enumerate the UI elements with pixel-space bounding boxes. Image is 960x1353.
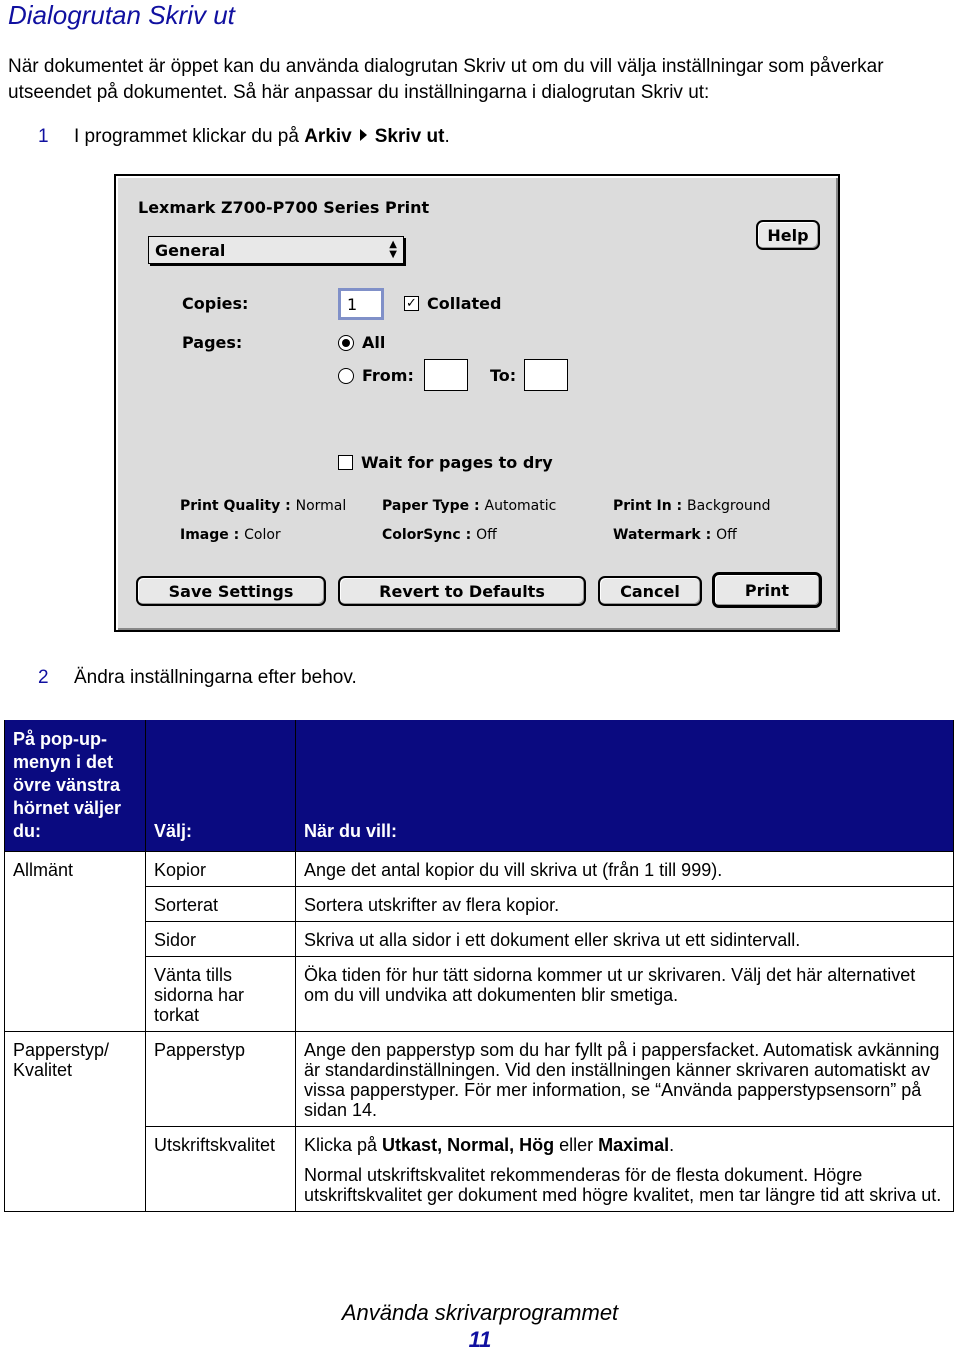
print-quality-summary: Print Quality : Normal <box>180 498 347 514</box>
pages-from-radio[interactable] <box>338 368 354 384</box>
print-in-label: Print In <box>613 498 672 514</box>
watermark-value: Off <box>716 527 737 543</box>
menu-arkiv: Arkiv <box>304 126 352 147</box>
from-input[interactable] <box>424 359 468 391</box>
step-number: 2 <box>38 667 49 688</box>
image-summary: Image : Color <box>180 527 281 543</box>
colorsync-summary: ColorSync : Off <box>382 527 497 543</box>
popup-value: General <box>155 240 226 260</box>
cell-desc: Skriva ut alla sidor i ett dokument eller skriva ut ett sidintervall. <box>296 922 954 957</box>
collated-label: Collated <box>427 294 502 313</box>
print-in-value: Background <box>687 498 771 514</box>
save-settings-button[interactable]: Save Settings <box>136 576 326 606</box>
desc-bold: Utkast, Normal, Hög <box>382 1135 555 1155</box>
cell-choice: Utskriftskvalitet <box>146 1127 296 1212</box>
cell-desc: Ange den papperstyp som du har fyllt på i pappersfacket. Automatisk avkänning är standardinställningen. Vid den inställningen känner skrivaren automatiskt av vissa papperstyper. För mer information, se “Använda papperstypsensorn” på sidan 14. <box>296 1032 954 1127</box>
colorsync-label: ColorSync <box>382 527 461 543</box>
step-2 <box>38 665 357 691</box>
table-row <box>5 957 954 1032</box>
help-button[interactable]: Help <box>756 220 820 250</box>
paper-type-summary: Paper Type : Automatic <box>382 498 557 514</box>
desc-paragraph-2: Normal utskriftskvalitet rekommenderas för de flesta dokument. Högre utskriftskvalitet ger dokument med högre kvalitet, men tar längre tid att skriva ut. <box>304 1165 942 1205</box>
footer-section: Använda skrivarprogrammet <box>341 1300 619 1325</box>
cell-menu <box>5 957 146 1032</box>
cell-menu <box>5 1127 146 1212</box>
to-label: To: <box>490 366 517 385</box>
desc-text: Klicka på <box>304 1135 383 1155</box>
print-quality-value: Normal <box>295 498 347 514</box>
paper-type-value: Automatic <box>484 498 557 514</box>
copies-label: Copies: <box>182 294 249 313</box>
cell-choice: Papperstyp <box>146 1032 296 1127</box>
to-input[interactable] <box>524 359 568 391</box>
print-quality-label: Print Quality <box>180 498 281 514</box>
from-label: From: <box>362 366 414 385</box>
cell-desc <box>296 1127 954 1212</box>
table-row <box>5 887 954 922</box>
desc-text: eller <box>554 1135 599 1155</box>
pages-all-radio[interactable] <box>338 335 354 351</box>
step-1 <box>38 124 450 150</box>
table-row <box>5 1032 954 1127</box>
collated-checkbox[interactable]: ✓ <box>404 296 419 311</box>
cell-menu <box>5 887 146 922</box>
revert-to-defaults-button[interactable]: Revert to Defaults <box>338 576 586 606</box>
step-end: . <box>444 126 450 147</box>
wait-checkbox[interactable] <box>338 455 353 470</box>
intro-paragraph: När dokumentet är öppet kan du använda dialogrutan Skriv ut om du vill välja inställningar som påverkar utseendet på dokumentet. Så här anpassar du inställningarna i dialogrutan Skriv ut: <box>8 56 884 103</box>
settings-table <box>4 720 954 1212</box>
page-title: Dialogrutan Skriv ut <box>8 0 235 30</box>
step-text: I programmet klickar du på <box>74 126 305 147</box>
page-number: 11 <box>468 1327 492 1352</box>
print-dialog <box>114 174 840 632</box>
cell-menu: Allmänt <box>5 852 146 887</box>
watermark-summary: Watermark : Off <box>613 527 737 543</box>
dialog-title: Lexmark Z700-P700 Series Print <box>138 198 430 217</box>
table-row <box>5 1127 954 1212</box>
image-label: Image <box>180 527 229 543</box>
cell-menu: Papperstyp/ Kvalitet <box>5 1032 146 1127</box>
menu-skriv-ut: Skriv ut <box>374 126 445 147</box>
print-in-summary: Print In : Background <box>613 498 771 514</box>
settings-popup-menu[interactable] <box>148 236 404 264</box>
cell-desc: Öka tiden för hur tätt sidorna kommer ut ur skrivaren. Välj det här alternativet om du vill undvika att dokumenten blir smetiga. <box>296 957 954 1032</box>
cell-choice: Sidor <box>146 922 296 957</box>
desc-bold: Maximal <box>598 1135 670 1155</box>
cell-desc: Ange det antal kopior du vill skriva ut (från 1 till 999). <box>296 852 954 887</box>
cell-desc: Sortera utskrifter av flera kopior. <box>296 887 954 922</box>
all-label: All <box>362 333 386 352</box>
pages-label: Pages: <box>182 333 243 352</box>
paper-type-label: Paper Type <box>382 498 470 514</box>
header-menu: På pop-up-menyn i det övre vänstra hörnet väljer du: <box>5 720 146 852</box>
table-row <box>5 922 954 957</box>
table-row <box>5 852 954 887</box>
cell-choice: Sorterat <box>146 887 296 922</box>
header-when: När du vill: <box>296 720 954 852</box>
colorsync-value: Off <box>476 527 497 543</box>
step-text: Ändra inställningarna efter behov. <box>74 667 357 688</box>
image-value: Color <box>244 527 281 543</box>
cell-menu <box>5 922 146 957</box>
step-number: 1 <box>38 126 49 147</box>
print-button[interactable]: Print <box>712 572 822 608</box>
cancel-button[interactable]: Cancel <box>598 576 702 606</box>
cell-choice: Kopior <box>146 852 296 887</box>
popup-arrows-icon: ▲ ▼ <box>389 239 397 260</box>
wait-label: Wait for pages to dry <box>361 453 553 472</box>
desc-text: . <box>669 1135 675 1155</box>
header-choice: Välj: <box>146 720 296 852</box>
copies-input[interactable]: 1 <box>338 288 384 320</box>
table-header <box>5 720 954 852</box>
cell-choice: Vänta tills sidorna har torkat <box>146 957 296 1032</box>
menu-arrow-icon <box>360 129 367 141</box>
watermark-label: Watermark <box>613 527 701 543</box>
